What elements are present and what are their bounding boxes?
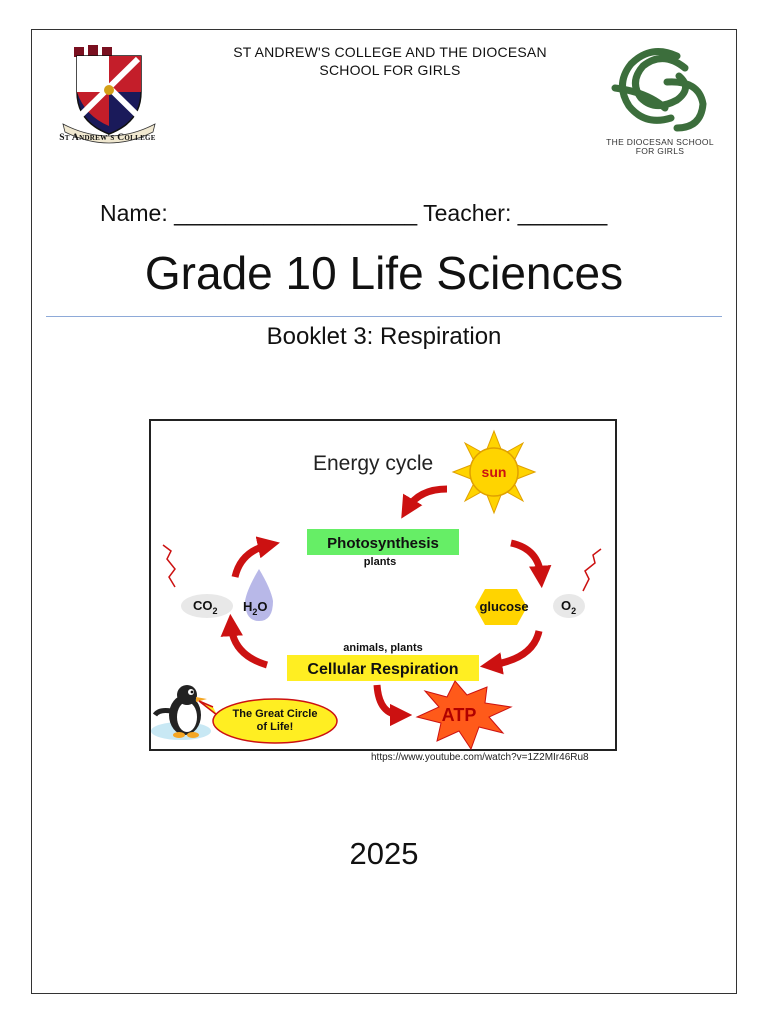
school-name-line-2: SCHOOL FOR GIRLS <box>319 62 461 78</box>
h2o-subscript: 2 <box>252 607 258 617</box>
year: 2025 <box>349 836 419 871</box>
co2-subscript: 2 <box>212 606 218 616</box>
atp-label: ATP <box>441 705 477 725</box>
bubble-line-2: of Life! <box>256 721 294 733</box>
name-teacher-line: Name: ___________________ Teacher: _______ <box>100 200 608 226</box>
bubble-line-1: The Great Circle <box>232 708 318 720</box>
st-andrews-caption: St Andrew's College <box>59 133 156 143</box>
document-title: Grade 10 Life Sciences <box>144 247 624 299</box>
photosynthesis-label: Photosynthesis <box>327 535 439 552</box>
source-url: https://www.youtube.com/watch?v=1Z2MIr46Ru8 <box>371 752 589 763</box>
h2o-h: H <box>243 599 253 614</box>
o2-label: O <box>561 598 572 613</box>
sun-label: sun <box>481 464 507 480</box>
diocesan-caption <box>603 138 717 156</box>
cellular-respiration-label: Cellular Respiration <box>307 661 459 678</box>
co2-label: CO <box>193 598 213 613</box>
diocesan-caption-line-1: THE DIOCESAN SCHOOL <box>606 137 714 147</box>
school-name-line-1: ST ANDREW'S COLLEGE AND THE DIOCESAN <box>233 44 547 60</box>
diagram-title: Energy cycle <box>313 452 434 475</box>
h2o-o: O <box>257 599 268 614</box>
plants-label: plants <box>363 556 397 568</box>
booklet-subtitle: Booklet 3: Respiration <box>266 323 502 350</box>
energy-cycle-diagram <box>149 419 617 751</box>
title-divider <box>46 316 722 317</box>
diocesan-school-logo <box>607 42 715 138</box>
animals-plants-label: animals, plants <box>343 642 423 654</box>
o2-subscript: 2 <box>571 606 577 616</box>
glucose-label: glucose <box>479 599 529 614</box>
diocesan-caption-line-2: FOR GIRLS <box>635 146 685 156</box>
